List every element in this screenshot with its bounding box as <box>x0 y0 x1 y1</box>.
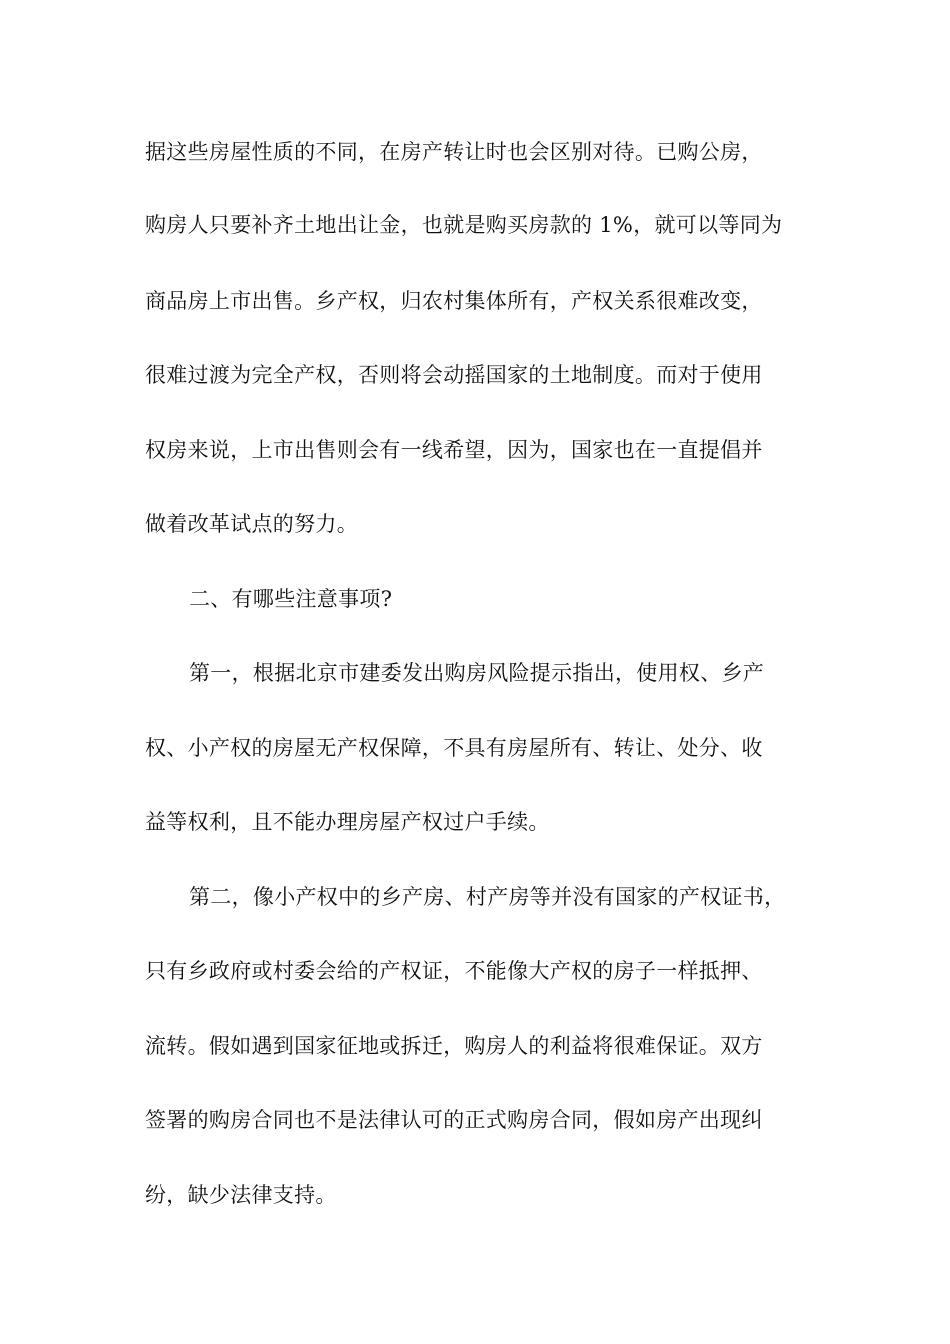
paragraph-line: 商品房上市出售。乡产权，归农村集体所有，产权关系很难改变， <box>145 289 763 313</box>
paragraph-line: 纷，缺少法律支持。 <box>145 1183 337 1207</box>
paragraph-line: 权、小产权的房屋无产权保障，不具有房屋所有、转让、处分、收 <box>145 736 763 760</box>
paragraph-line: 签署的购房合同也不是法律认可的正式购房合同，假如房产出现纠 <box>145 1108 763 1132</box>
paragraph-line: 做着改革试点的努力。 <box>145 512 358 536</box>
paragraph-line: 购房人只要补齐土地出让金，也就是购买房款的 1%，就可以等同为 <box>145 213 783 237</box>
paragraph-line: 第二，像小产权中的乡产房、村产房等并没有国家的产权证书， <box>189 885 786 909</box>
paragraph-line: 权房来说，上市出售则会有一线希望，因为，国家也在一直提倡并 <box>145 438 763 462</box>
paragraph-line: 很难过渡为完全产权，否则将会动摇国家的土地制度。而对于使用 <box>145 363 763 387</box>
paragraph-line: 据这些房屋性质的不同，在房产转让时也会区别对待。已购公房， <box>145 140 763 164</box>
paragraph-line: 第一，根据北京市建委发出购房风险提示指出，使用权、乡产 <box>189 661 765 685</box>
paragraph-line: 流转。假如遇到国家征地或拆迁，购房人的利益将很难保证。双方 <box>145 1034 763 1058</box>
section-heading: 二、有哪些注意事项? <box>189 587 393 611</box>
paragraph-line: 益等权利，且不能办理房屋产权过户手续。 <box>145 810 550 834</box>
paragraph-line: 只有乡政府或村委会给的产权证，不能像大产权的房子一样抵押、 <box>145 959 763 983</box>
